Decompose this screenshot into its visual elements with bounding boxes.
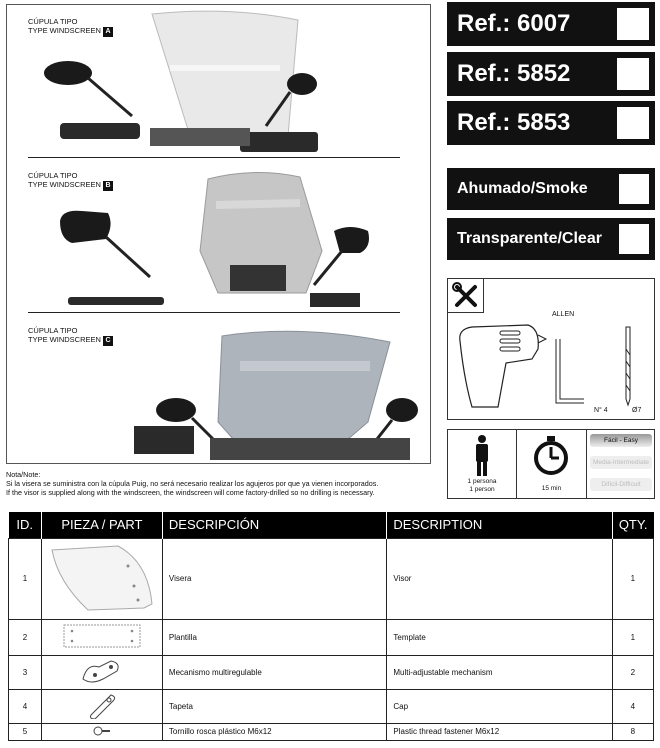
table-header-row: [9, 512, 654, 538]
color-box-smoke: [447, 168, 655, 210]
windscreen-a-illustration: [40, 8, 330, 156]
fastener-part-icon: [41, 723, 162, 740]
ref-label: Ref.: 6007: [457, 10, 571, 37]
divider: [586, 430, 587, 498]
person-icon: [473, 434, 491, 478]
header-desc-es: DESCRIPCIÓN: [162, 512, 386, 538]
ref-label: Ref.: 5853: [457, 109, 571, 136]
row-id: 1: [9, 538, 42, 619]
type-label-en: TYPE WINDSCREEN C: [28, 335, 113, 346]
drill-size-label: Ø7: [632, 407, 642, 414]
allen-label: ALLEN: [552, 311, 575, 318]
color-checkbox[interactable]: [619, 224, 649, 254]
difficulty-easy: Fácil - Easy: [590, 434, 652, 447]
stopwatch-icon: [530, 434, 572, 476]
note-title: Nota/Note:: [6, 470, 41, 479]
row-id: 4: [9, 689, 42, 723]
type-label-en: TYPE WINDSCREEN A: [28, 26, 113, 37]
header-qty: QTY.: [612, 512, 653, 538]
persons-label: [448, 478, 516, 493]
color-label: Transparente/Clear: [457, 230, 602, 247]
row-qty: 4: [612, 689, 653, 723]
type-label-es: CÚPULA TIPO: [28, 171, 78, 180]
ref-label: Ref.: 5852: [457, 60, 571, 87]
table-row: [9, 619, 654, 655]
note-line-en: If the visor is supplied along with the windscreen, the windscreen will come factory-drilled so no drilling is necessary.: [6, 488, 375, 497]
row-id: 2: [9, 619, 42, 655]
ref-box-5853: [447, 101, 655, 145]
type-label-es: CÚPULA TIPO: [28, 17, 78, 26]
type-label-es: CÚPULA TIPO: [28, 326, 78, 335]
variant-letter-b: B: [103, 181, 113, 191]
row-desc-en: Plastic thread fastener M6x12: [387, 723, 612, 740]
wrench-screwdriver-icon: [448, 279, 484, 313]
parts-table: [8, 512, 654, 741]
variant-letter-a: A: [103, 27, 113, 37]
row-desc-es: Tornillo rosca plástico M6x12: [162, 723, 386, 740]
ref-checkbox[interactable]: [617, 107, 649, 139]
template-part-icon: [41, 619, 162, 655]
row-qty: 1: [612, 619, 653, 655]
allen-size-label: N° 4: [594, 407, 608, 414]
table-row: [9, 655, 654, 689]
ref-box-6007: [447, 2, 655, 46]
drill-tools-illustration: [454, 319, 644, 415]
header-part: PIEZA / PART: [41, 512, 162, 538]
row-desc-en: Visor: [387, 538, 612, 619]
variant-c-label: [28, 326, 113, 346]
row-desc-es: Tapeta: [162, 689, 386, 723]
row-id: 5: [9, 723, 42, 740]
row-desc-en: Multi-adjustable mechanism: [387, 655, 612, 689]
row-desc-es: Mecanismo multiregulable: [162, 655, 386, 689]
type-label-en: TYPE WINDSCREEN B: [28, 180, 113, 191]
row-desc-es: Visera: [162, 538, 386, 619]
divider-a-b: [28, 157, 400, 158]
ref-box-5852: [447, 52, 655, 96]
divider-b-c: [28, 312, 400, 313]
table-row: [9, 538, 654, 619]
time-label: 15 min: [541, 485, 562, 492]
difficulty-difficult: Difícil-Difficult: [590, 478, 652, 491]
variant-letter-c: C: [103, 336, 113, 346]
header-id: ID.: [9, 512, 42, 538]
ref-checkbox[interactable]: [617, 58, 649, 90]
windscreen-b-illustration: [50, 165, 380, 311]
table-row: [9, 723, 654, 740]
persons-en: 1 person: [469, 485, 495, 493]
difficulty-intermediate: Media-Intermediate: [590, 456, 652, 469]
row-qty: 2: [612, 655, 653, 689]
row-desc-es: Plantilla: [162, 619, 386, 655]
table-row: [9, 689, 654, 723]
header-desc-en: DESCRIPTION: [387, 512, 612, 538]
color-label: Ahumado/Smoke: [457, 180, 588, 197]
color-box-clear: [447, 218, 655, 260]
color-checkbox[interactable]: [619, 174, 649, 204]
windscreen-c-illustration: [130, 326, 430, 462]
ref-checkbox[interactable]: [617, 8, 649, 40]
installation-note: [6, 470, 446, 497]
persons-es: 1 persona: [467, 478, 497, 485]
row-desc-en: Cap: [387, 689, 612, 723]
tools-panel: [447, 278, 655, 420]
mechanism-part-icon: [41, 655, 162, 689]
row-qty: 1: [612, 538, 653, 619]
row-id: 3: [9, 655, 42, 689]
cap-part-icon: [41, 689, 162, 723]
visor-part-icon: [41, 538, 162, 619]
note-line-es: Si la visera se suministra con la cúpula Puig, no será necesario realizar los agujeros por que ya vienen incorporados.: [6, 479, 379, 488]
row-qty: 8: [612, 723, 653, 740]
row-desc-en: Template: [387, 619, 612, 655]
installation-info-panel: [447, 429, 655, 499]
